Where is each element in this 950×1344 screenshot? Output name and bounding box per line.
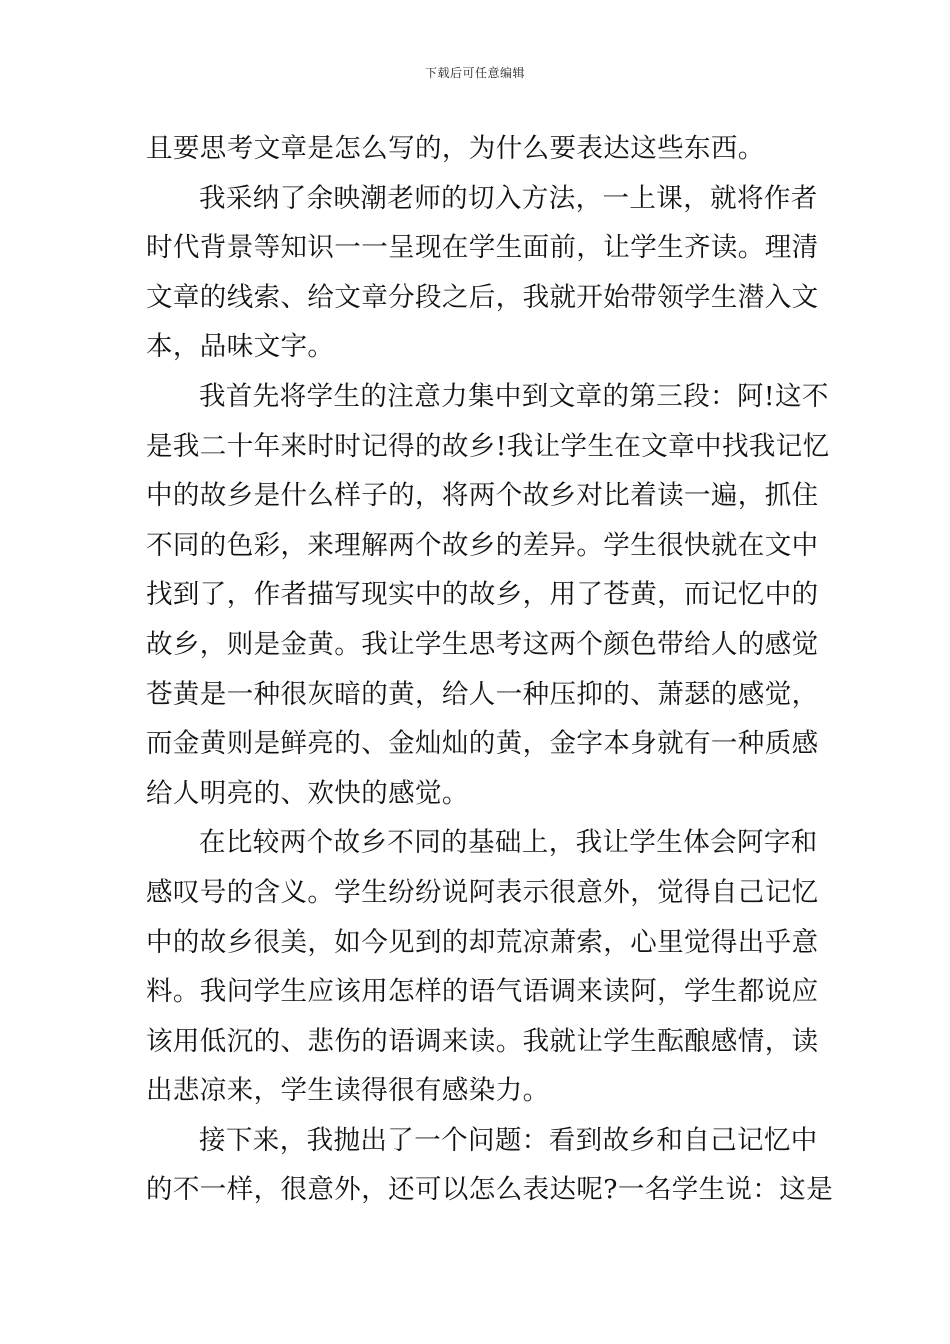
paragraph-first-line: 我采纳了余映潮老师的切入方法，一上课，就将作者 [199, 182, 818, 214]
text-line: 中的故乡是什么样子的，将两个故乡对比着读一遍，抓住 [146, 480, 819, 512]
text-line: 给人明亮的、欢快的感觉。 [146, 777, 469, 809]
text-line: 苍黄是一种很灰暗的黄，给人一种压抑的、萧瑟的感觉， [146, 678, 819, 710]
text-line: 是我二十年来时时记得的故乡!我让学生在文章中找我记忆 [146, 430, 830, 462]
text-line: 感叹号的含义。学生纷纷说阿表示很意外，觉得自己记忆 [146, 876, 819, 908]
paragraph-first-line: 我首先将学生的注意力集中到文章的第三段：阿!这不 [199, 380, 829, 412]
text-line: 本，品味文字。 [146, 331, 335, 363]
text-line: 故乡，则是金黄。我让学生思考这两个颜色带给人的感觉 [146, 628, 819, 660]
text-line: 且要思考文章是怎么写的，为什么要表达这些东西。 [146, 133, 765, 164]
text-line: 时代背景等知识一一呈现在学生面前，让学生齐读。理清 [146, 232, 819, 264]
text-line: 出悲凉来，学生读得很有感染力。 [146, 1075, 550, 1107]
text-line: 找到了，作者描写现实中的故乡，用了苍黄，而记忆中的 [146, 579, 819, 611]
paragraph-first-line: 接下来，我抛出了一个问题：看到故乡和自己记忆中 [199, 1124, 818, 1156]
document-body [146, 124, 834, 1215]
page-header: 下载后可任意编辑 [424, 66, 525, 80]
text-line: 不同的色彩，来理解两个故乡的差异。学生很快就在文中 [146, 529, 819, 561]
text-line: 的不一样，很意外，还可以怎么表达呢?一名学生说：这是 [146, 1174, 834, 1206]
text-line: 中的故乡很美，如今见到的却荒凉萧索，心里觉得出乎意 [146, 926, 819, 958]
paragraph-first-line: 在比较两个故乡不同的基础上，我让学生体会阿字和 [199, 827, 818, 859]
text-line: 该用低沉的、悲伤的语调来读。我就让学生酝酿感情，读 [146, 1025, 819, 1057]
text-line: 而金黄则是鲜亮的、金灿灿的黄，金字本身就有一种质感 [146, 728, 819, 760]
text-line: 文章的线索、给文章分段之后，我就开始带领学生潜入文 [146, 281, 819, 313]
text-line: 料。我问学生应该用怎样的语气语调来读阿，学生都说应 [146, 976, 819, 1008]
